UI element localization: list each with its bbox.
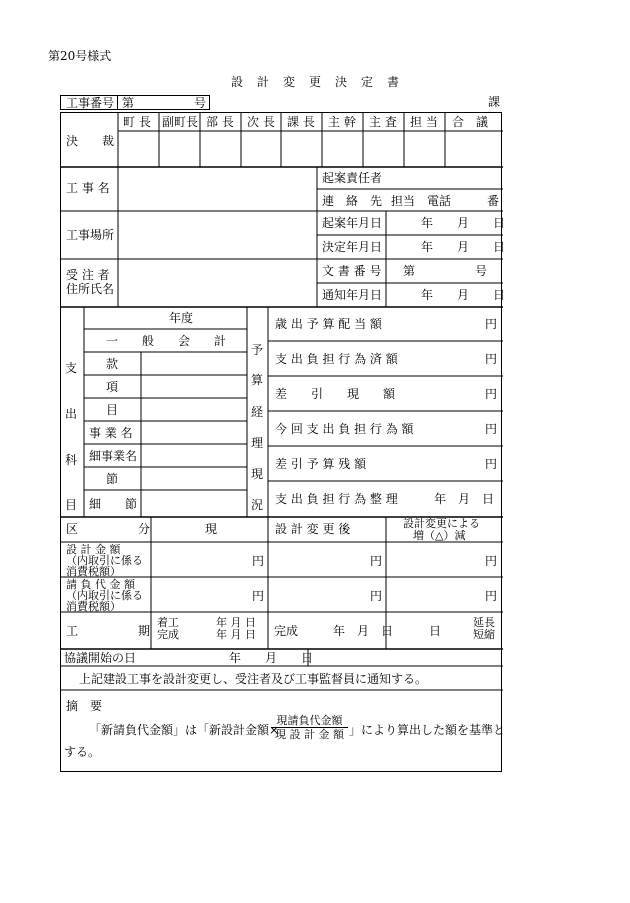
- approval-label: 決 裁: [66, 134, 115, 148]
- design-amount-label: 設 計 金 額: [66, 543, 121, 556]
- summary-numerator: 現請負代金額: [271, 714, 348, 728]
- budget-vertical-char-4: 理: [251, 436, 264, 450]
- expense-row-project: 事 業 名: [89, 426, 133, 440]
- budget-vertical-char-6: 況: [251, 498, 264, 512]
- compare-diff-header-2: 増（△）減: [413, 529, 466, 542]
- general-account-label: 一 般 会 計: [106, 334, 227, 348]
- design-amount-tax-label: （内取引に係る: [66, 554, 143, 567]
- decision-date-value: 年 月 日: [421, 240, 506, 254]
- fiscal-year-label: 年度: [169, 311, 194, 325]
- design-amount-tax-label-2: 消費税額）: [66, 565, 121, 578]
- drafter-label: 起案責任者: [322, 171, 383, 185]
- approval-position-consultation: 合 議: [452, 115, 489, 129]
- summary-label: 摘 要: [66, 699, 103, 713]
- contact-value: 担当 電話 番: [391, 194, 500, 208]
- approval-position-mayor: 町 長: [123, 115, 151, 129]
- period-finish-date: 年 月 日: [216, 628, 256, 641]
- compare-category-header: 区 分: [66, 522, 151, 536]
- contract-amount-current-unit: 円: [252, 589, 265, 603]
- contractor-label-1: 受 注 者: [66, 268, 110, 282]
- period-extend-label: 延長: [473, 616, 495, 629]
- doc-number-label: 文 書 番 号: [322, 264, 382, 278]
- design-amount-current-unit: 円: [252, 554, 265, 568]
- contractor-label-2: 住所氏名: [66, 282, 115, 296]
- notice-text: 上記建設工事を設計変更し、受注者及び工事監督員に通知する。: [79, 672, 428, 686]
- expense-row-kou: 項: [106, 380, 119, 394]
- document-title: 設計変更決定書: [230, 75, 413, 89]
- expense-vertical-char-4: 目: [65, 498, 78, 512]
- work-number-label: 工事番号: [66, 96, 115, 110]
- consult-start-date: 年 月 日: [229, 651, 314, 665]
- work-number-row: [60, 95, 502, 111]
- form-grid: [60, 112, 506, 772]
- doc-number-value: 第 号: [403, 264, 488, 278]
- draft-date-label: 起案年月日: [322, 216, 383, 230]
- design-amount-diff-unit: 円: [485, 554, 498, 568]
- budget-row-allocation-unit: 円: [485, 317, 498, 331]
- budget-row-settlement: 支 出 負 担 行 為 整 理: [275, 492, 398, 506]
- number-prefix: 第: [122, 96, 135, 110]
- consult-start-label: 協議開始の日: [64, 651, 137, 665]
- after-complete-label: 完成: [274, 624, 299, 638]
- contact-label: 連 絡 先: [322, 194, 383, 208]
- after-complete-date: 年 月 日: [333, 624, 394, 638]
- contract-amount-after-unit: 円: [370, 589, 383, 603]
- expense-vertical-char-3: 科: [65, 453, 78, 467]
- budget-row-committed: 支 出 負 担 行 為 済 額: [275, 352, 398, 366]
- approval-position-deputy-mayor: 副町長: [162, 115, 199, 129]
- approval-position-inspector: 主 査: [369, 115, 397, 129]
- approval-position-section-chief: 課 長: [287, 115, 315, 129]
- work-number-field[interactable]: [117, 95, 210, 110]
- approval-position-director: 部 長: [206, 115, 234, 129]
- section-suffix: 課: [488, 95, 501, 109]
- budget-vertical-char-1: 予: [251, 343, 264, 357]
- summary-text-before: 「新請負代金額」は「新設計金額×: [89, 723, 280, 737]
- number-suffix: 号: [194, 96, 207, 110]
- budget-row-balance: 差 引 現 額: [275, 387, 396, 401]
- decision-date-label: 決定年月日: [322, 240, 383, 254]
- budget-row-settlement-date: 年 月 日: [434, 492, 495, 506]
- period-start-label: 着工: [157, 616, 179, 629]
- notice-date-value: 年 月 日: [421, 288, 506, 302]
- period-finish-label: 完成: [157, 628, 179, 641]
- contract-amount-tax-label-2: 消費税額）: [66, 600, 121, 613]
- draft-date-value: 年 月 日: [421, 216, 506, 230]
- notice-date-label: 通知年月日: [322, 288, 383, 302]
- budget-row-remaining-unit: 円: [485, 457, 498, 471]
- work-number-label-box: [60, 95, 118, 110]
- budget-row-remaining: 差 引 予 算 残 額: [275, 457, 367, 471]
- contract-amount-diff-unit: 円: [485, 589, 498, 603]
- expense-row-sub-project: 細事業名: [89, 449, 138, 463]
- budget-row-this-time: 今 回 支 出 負 担 行 為 額: [275, 422, 414, 436]
- budget-row-allocation: 歳 出 予 算 配 当 額: [275, 317, 382, 331]
- work-name-label: 工 事 名: [66, 181, 110, 195]
- form-number: 第20号様式: [48, 49, 112, 63]
- summary-fraction: [271, 714, 348, 741]
- contract-amount-label: 請 負 代 金 額: [66, 578, 135, 591]
- budget-vertical-char-3: 経: [251, 405, 264, 419]
- period-start-date: 年 月 日: [216, 616, 256, 629]
- budget-vertical-char-2: 算: [251, 373, 264, 387]
- compare-after-header: 設 計 変 更 後: [275, 522, 351, 536]
- work-site-label: 工事場所: [66, 228, 115, 242]
- expense-row-kan: 款: [106, 357, 119, 371]
- period-shorten-label: 短縮: [473, 628, 495, 641]
- approval-position-staff: 担 当: [410, 115, 438, 129]
- budget-row-this-time-unit: 円: [485, 422, 498, 436]
- period-label: 工 期: [66, 624, 151, 638]
- expense-row-moku: 目: [106, 403, 119, 417]
- compare-diff-header-1: 設計変更による: [403, 517, 480, 530]
- approval-position-deputy-director: 次 長: [247, 115, 275, 129]
- design-amount-after-unit: 円: [370, 554, 383, 568]
- compare-current-header: 現: [205, 522, 218, 536]
- expense-vertical-char-2: 出: [65, 407, 78, 421]
- budget-row-committed-unit: 円: [485, 352, 498, 366]
- budget-vertical-char-5: 現: [251, 467, 264, 481]
- expense-row-setsu: 節: [106, 472, 119, 486]
- period-days-unit: 日: [429, 624, 442, 638]
- summary-denominator: 現 設 計 金 額: [275, 728, 344, 741]
- summary-text-end: する。: [64, 745, 101, 759]
- budget-row-balance-unit: 円: [485, 387, 498, 401]
- approval-position-senior-staff: 主 幹: [328, 115, 356, 129]
- contract-amount-tax-label: （内取引に係る: [66, 589, 143, 602]
- expense-vertical-char-1: 支: [65, 361, 78, 375]
- summary-text-after: 」により算出した額を基準と: [349, 723, 506, 737]
- expense-row-sub-setsu: 細 節: [89, 497, 138, 511]
